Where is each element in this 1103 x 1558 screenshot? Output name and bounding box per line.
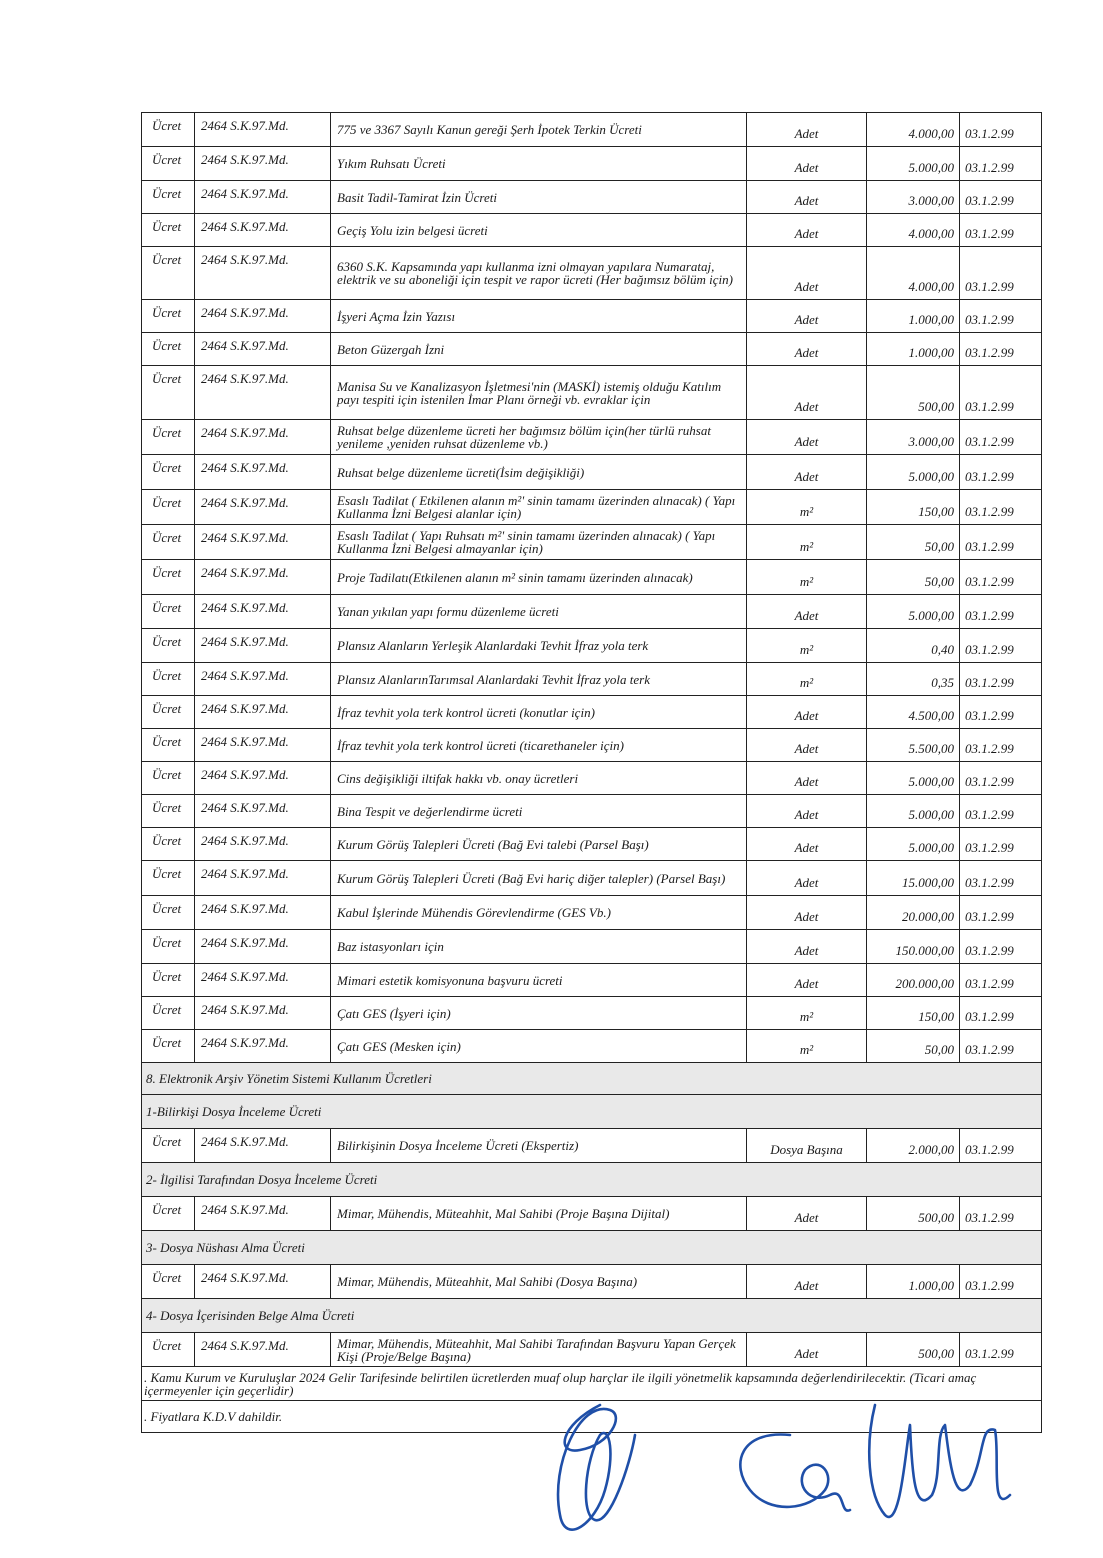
table-row — [142, 1129, 1042, 1163]
budget-code: 03.1.2.99 — [960, 420, 1042, 455]
note-row — [142, 1367, 1042, 1401]
group-title: 3- Dosya Nüshası Alma Ücreti — [142, 1231, 1042, 1265]
fee-type: Ücret — [142, 729, 195, 762]
fee-description: Basit Tadil-Tamirat İzin Ücreti — [331, 181, 747, 214]
fee-amount: 5.000,00 — [867, 795, 960, 828]
fee-type: Ücret — [142, 490, 195, 525]
table-row — [142, 729, 1042, 762]
fee-description: Mimar, Mühendis, Müteahhit, Mal Sahibi Tarafından Başvuru Yapan Gerçek Kişi (Proje/Belge Başına) — [331, 1333, 747, 1367]
fee-type: Ücret — [142, 525, 195, 560]
fee-unit: Adet — [747, 1197, 867, 1231]
fee-type: Ücret — [142, 560, 195, 595]
group-header-row — [142, 1299, 1042, 1333]
fee-unit: Adet — [747, 333, 867, 366]
fee-unit: Adet — [747, 214, 867, 247]
table-row — [142, 1333, 1042, 1367]
fee-amount: 4.000,00 — [867, 214, 960, 247]
legal-basis: 2464 S.K.97.Md. — [195, 181, 331, 214]
budget-code: 03.1.2.99 — [960, 861, 1042, 896]
table-row — [142, 214, 1042, 247]
fee-amount: 200.000,00 — [867, 964, 960, 997]
fee-unit: m² — [747, 525, 867, 560]
fee-description: Esaslı Tadilat ( Etkilenen alanın m²' sinin tamamı üzerinden alınacak) ( Yapı Kullanma İzni Belgesi alanlar için) — [331, 490, 747, 525]
fee-description: Kurum Görüş Talepleri Ücreti (Bağ Evi hariç diğer talepler) (Parsel Başı) — [331, 861, 747, 896]
fee-amount: 500,00 — [867, 1333, 960, 1367]
fee-unit: Adet — [747, 147, 867, 181]
note-row — [142, 1401, 1042, 1433]
table-row — [142, 595, 1042, 629]
fee-unit: Adet — [747, 300, 867, 333]
section-header-row — [142, 1063, 1042, 1095]
fee-amount: 15.000,00 — [867, 861, 960, 896]
table-row — [142, 366, 1042, 420]
legal-basis: 2464 S.K.97.Md. — [195, 147, 331, 181]
note-text: . Kamu Kurum ve Kuruluşlar 2024 Gelir Tarifesinde belirtilen ücretlerden muaf olup harçlar ile ilgili yönetmelik kapsamında değerlendirilecektir. (Ticari amaç içermeyenler için geçerlidir) — [142, 1367, 1042, 1401]
fee-type: Ücret — [142, 795, 195, 828]
fee-type: Ücret — [142, 696, 195, 729]
fee-unit: m² — [747, 997, 867, 1030]
budget-code: 03.1.2.99 — [960, 964, 1042, 997]
fee-description: Ruhsat belge düzenleme ücreti(İsim değişikliği) — [331, 455, 747, 490]
legal-basis: 2464 S.K.97.Md. — [195, 629, 331, 663]
fee-description: Plansız AlanlarınTarımsal Alanlardaki Tevhit İfraz yola terk — [331, 663, 747, 696]
fee-amount: 4.000,00 — [867, 247, 960, 300]
legal-basis: 2464 S.K.97.Md. — [195, 525, 331, 560]
budget-code: 03.1.2.99 — [960, 1197, 1042, 1231]
fee-amount: 20.000,00 — [867, 896, 960, 930]
fee-unit: Adet — [747, 828, 867, 861]
fee-amount: 5.000,00 — [867, 762, 960, 795]
legal-basis: 2464 S.K.97.Md. — [195, 795, 331, 828]
table-row — [142, 1197, 1042, 1231]
fee-amount: 5.000,00 — [867, 147, 960, 181]
fee-description: İfraz tevhit yola terk kontrol ücreti (ticarethaneler için) — [331, 729, 747, 762]
fee-amount: 500,00 — [867, 366, 960, 420]
table-row — [142, 762, 1042, 795]
fee-type: Ücret — [142, 214, 195, 247]
fee-unit: Adet — [747, 964, 867, 997]
table-row — [142, 1265, 1042, 1299]
legal-basis: 2464 S.K.97.Md. — [195, 366, 331, 420]
fee-type: Ücret — [142, 455, 195, 490]
budget-code: 03.1.2.99 — [960, 247, 1042, 300]
budget-code: 03.1.2.99 — [960, 629, 1042, 663]
note-text: . Fiyatlara K.D.V dahildir. — [142, 1401, 1042, 1433]
fee-unit: Adet — [747, 366, 867, 420]
fee-amount: 1.000,00 — [867, 300, 960, 333]
fee-type: Ücret — [142, 964, 195, 997]
table-row — [142, 997, 1042, 1030]
fee-unit: Adet — [747, 729, 867, 762]
legal-basis: 2464 S.K.97.Md. — [195, 1129, 331, 1163]
fee-unit: Adet — [747, 696, 867, 729]
fee-type: Ücret — [142, 247, 195, 300]
fee-amount: 3.000,00 — [867, 181, 960, 214]
group-title: 2- İlgilisi Tarafından Dosya İnceleme Ücreti — [142, 1163, 1042, 1197]
table-row — [142, 147, 1042, 181]
table-row — [142, 795, 1042, 828]
section-title: 8. Elektronik Arşiv Yönetim Sistemi Kullanım Ücretleri — [142, 1063, 1042, 1095]
fee-amount: 1.000,00 — [867, 333, 960, 366]
budget-code: 03.1.2.99 — [960, 930, 1042, 964]
table-row — [142, 1030, 1042, 1063]
legal-basis: 2464 S.K.97.Md. — [195, 113, 331, 147]
fee-type: Ücret — [142, 1129, 195, 1163]
fee-description: Ruhsat belge düzenleme ücreti her bağımsız bölüm için(her türlü ruhsat yenileme ,yeniden ruhsat düzenleme vb.) — [331, 420, 747, 455]
budget-code: 03.1.2.99 — [960, 300, 1042, 333]
fee-description: Baz istasyonları için — [331, 930, 747, 964]
legal-basis: 2464 S.K.97.Md. — [195, 762, 331, 795]
legal-basis: 2464 S.K.97.Md. — [195, 1197, 331, 1231]
fee-amount: 50,00 — [867, 525, 960, 560]
budget-code: 03.1.2.99 — [960, 490, 1042, 525]
budget-code: 03.1.2.99 — [960, 181, 1042, 214]
fee-description: Esaslı Tadilat ( Yapı Ruhsatı m²' sinin tamamı üzerinden alınacak) ( Yapı Kullanma İzni Belgesi almayanlar için) — [331, 525, 747, 560]
fee-unit: m² — [747, 663, 867, 696]
legal-basis: 2464 S.K.97.Md. — [195, 1265, 331, 1299]
fee-unit: Adet — [747, 762, 867, 795]
table-row — [142, 696, 1042, 729]
legal-basis: 2464 S.K.97.Md. — [195, 896, 331, 930]
fee-type: Ücret — [142, 861, 195, 896]
table-row — [142, 490, 1042, 525]
fee-unit: m² — [747, 1030, 867, 1063]
budget-code: 03.1.2.99 — [960, 333, 1042, 366]
fee-amount: 4.000,00 — [867, 113, 960, 147]
fee-amount: 5.500,00 — [867, 729, 960, 762]
table-row — [142, 113, 1042, 147]
fee-unit: m² — [747, 490, 867, 525]
fee-type: Ücret — [142, 896, 195, 930]
fee-unit: Adet — [747, 861, 867, 896]
legal-basis: 2464 S.K.97.Md. — [195, 490, 331, 525]
fee-unit: Adet — [747, 113, 867, 147]
fee-unit: m² — [747, 560, 867, 595]
fee-type: Ücret — [142, 629, 195, 663]
table-row — [142, 663, 1042, 696]
budget-code: 03.1.2.99 — [960, 663, 1042, 696]
legal-basis: 2464 S.K.97.Md. — [195, 861, 331, 896]
table-row — [142, 560, 1042, 595]
fee-amount: 5.000,00 — [867, 595, 960, 629]
fee-unit: Adet — [747, 896, 867, 930]
legal-basis: 2464 S.K.97.Md. — [195, 214, 331, 247]
fee-description: İfraz tevhit yola terk kontrol ücreti (konutlar için) — [331, 696, 747, 729]
fee-unit: Adet — [747, 1333, 867, 1367]
fee-tariff-document — [141, 112, 1041, 1433]
legal-basis: 2464 S.K.97.Md. — [195, 828, 331, 861]
legal-basis: 2464 S.K.97.Md. — [195, 997, 331, 1030]
fee-unit: m² — [747, 629, 867, 663]
fee-type: Ücret — [142, 1197, 195, 1231]
legal-basis: 2464 S.K.97.Md. — [195, 455, 331, 490]
fee-description: Kabul İşlerinde Mühendis Görevlendirme (GES Vb.) — [331, 896, 747, 930]
fee-type: Ücret — [142, 930, 195, 964]
budget-code: 03.1.2.99 — [960, 595, 1042, 629]
legal-basis: 2464 S.K.97.Md. — [195, 964, 331, 997]
fee-type: Ücret — [142, 147, 195, 181]
table-row — [142, 300, 1042, 333]
table-row — [142, 629, 1042, 663]
table-row — [142, 420, 1042, 455]
legal-basis: 2464 S.K.97.Md. — [195, 1030, 331, 1063]
fee-description: Bina Tespit ve değerlendirme ücreti — [331, 795, 747, 828]
fee-type: Ücret — [142, 663, 195, 696]
fee-type: Ücret — [142, 595, 195, 629]
group-title: 4- Dosya İçerisinden Belge Alma Ücreti — [142, 1299, 1042, 1333]
fee-amount: 5.000,00 — [867, 828, 960, 861]
fee-description: Plansız Alanların Yerleşik Alanlardaki Tevhit İfraz yola terk — [331, 629, 747, 663]
group-title: 1-Bilirkişi Dosya İnceleme Ücreti — [142, 1095, 1042, 1129]
budget-code: 03.1.2.99 — [960, 1265, 1042, 1299]
archive-section — [142, 1063, 1042, 1433]
group-header-row — [142, 1163, 1042, 1197]
budget-code: 03.1.2.99 — [960, 560, 1042, 595]
fee-description: Mimari estetik komisyonuna başvuru ücreti — [331, 964, 747, 997]
budget-code: 03.1.2.99 — [960, 696, 1042, 729]
table-row — [142, 930, 1042, 964]
legal-basis: 2464 S.K.97.Md. — [195, 930, 331, 964]
fee-type: Ücret — [142, 181, 195, 214]
budget-code: 03.1.2.99 — [960, 828, 1042, 861]
budget-code: 03.1.2.99 — [960, 795, 1042, 828]
legal-basis: 2464 S.K.97.Md. — [195, 420, 331, 455]
fee-amount: 5.000,00 — [867, 455, 960, 490]
fee-type: Ücret — [142, 1265, 195, 1299]
budget-code: 03.1.2.99 — [960, 147, 1042, 181]
legal-basis: 2464 S.K.97.Md. — [195, 333, 331, 366]
fee-type: Ücret — [142, 762, 195, 795]
fee-amount: 1.000,00 — [867, 1265, 960, 1299]
fee-table — [141, 112, 1042, 1433]
fee-description: Proje Tadilatı(Etkilenen alanın m² sinin tamamı üzerinden alınacak) — [331, 560, 747, 595]
budget-code: 03.1.2.99 — [960, 997, 1042, 1030]
fee-type: Ücret — [142, 333, 195, 366]
fee-unit: Dosya Başına — [747, 1129, 867, 1163]
fee-unit: Adet — [747, 420, 867, 455]
fee-description: Beton Güzergah İzni — [331, 333, 747, 366]
table-row — [142, 525, 1042, 560]
fee-unit: Adet — [747, 455, 867, 490]
fee-description: Mimar, Mühendis, Müteahhit, Mal Sahibi (Proje Başına Dijital) — [331, 1197, 747, 1231]
fee-type: Ücret — [142, 366, 195, 420]
fee-unit: Adet — [747, 795, 867, 828]
table-row — [142, 861, 1042, 896]
legal-basis: 2464 S.K.97.Md. — [195, 595, 331, 629]
fee-amount: 4.500,00 — [867, 696, 960, 729]
fee-unit: Adet — [747, 1265, 867, 1299]
fee-amount: 50,00 — [867, 1030, 960, 1063]
fee-amount: 0,35 — [867, 663, 960, 696]
legal-basis: 2464 S.K.97.Md. — [195, 729, 331, 762]
fee-description: 6360 S.K. Kapsamında yapı kullanma izni olmayan yapılara Numarataj, elektrik ve su aboneliği için tespit ve rapor ücreti (Her bağımsız bölüm için) — [331, 247, 747, 300]
fee-unit: Adet — [747, 930, 867, 964]
fee-description: Manisa Su ve Kanalizasyon İşletmesi'nin (MASKİ) istemiş olduğu Katılım payı tespiti için istenilen İmar Planı örneği vb. evraklar için — [331, 366, 747, 420]
budget-code: 03.1.2.99 — [960, 366, 1042, 420]
legal-basis: 2464 S.K.97.Md. — [195, 663, 331, 696]
legal-basis: 2464 S.K.97.Md. — [195, 247, 331, 300]
fee-amount: 2.000,00 — [867, 1129, 960, 1163]
table-row — [142, 455, 1042, 490]
table-row — [142, 964, 1042, 997]
table-row — [142, 333, 1042, 366]
budget-code: 03.1.2.99 — [960, 525, 1042, 560]
fee-unit: Adet — [747, 595, 867, 629]
fee-type: Ücret — [142, 113, 195, 147]
fee-description: Cins değişikliği iltifak hakkı vb. onay ücretleri — [331, 762, 747, 795]
fee-type: Ücret — [142, 300, 195, 333]
legal-basis: 2464 S.K.97.Md. — [195, 300, 331, 333]
fee-amount: 150.000,00 — [867, 930, 960, 964]
fee-description: 775 ve 3367 Sayılı Kanun gereği Şerh İpotek Terkin Ücreti — [331, 113, 747, 147]
fee-description: Kurum Görüş Talepleri Ücreti (Bağ Evi talebi (Parsel Başı) — [331, 828, 747, 861]
fee-amount: 50,00 — [867, 560, 960, 595]
budget-code: 03.1.2.99 — [960, 729, 1042, 762]
budget-code: 03.1.2.99 — [960, 896, 1042, 930]
fee-type: Ücret — [142, 997, 195, 1030]
table-row — [142, 247, 1042, 300]
fee-type: Ücret — [142, 1030, 195, 1063]
fee-description: Çatı GES (İşyeri için) — [331, 997, 747, 1030]
budget-code: 03.1.2.99 — [960, 1030, 1042, 1063]
legal-basis: 2464 S.K.97.Md. — [195, 1333, 331, 1367]
fee-description: Mimar, Mühendis, Müteahhit, Mal Sahibi (Dosya Başına) — [331, 1265, 747, 1299]
legal-basis: 2464 S.K.97.Md. — [195, 560, 331, 595]
group-header-row — [142, 1231, 1042, 1265]
fee-type: Ücret — [142, 828, 195, 861]
fee-amount: 3.000,00 — [867, 420, 960, 455]
budget-code: 03.1.2.99 — [960, 214, 1042, 247]
fee-amount: 150,00 — [867, 490, 960, 525]
legal-basis: 2464 S.K.97.Md. — [195, 696, 331, 729]
fee-amount: 0,40 — [867, 629, 960, 663]
fee-table-body — [142, 113, 1042, 1063]
fee-type: Ücret — [142, 1333, 195, 1367]
signature-2 — [740, 1435, 850, 1511]
fee-description: İşyeri Açma İzin Yazısı — [331, 300, 747, 333]
fee-amount: 500,00 — [867, 1197, 960, 1231]
fee-amount: 150,00 — [867, 997, 960, 1030]
fee-description: Bilirkişinin Dosya İnceleme Ücreti (Ekspertiz) — [331, 1129, 747, 1163]
budget-code: 03.1.2.99 — [960, 762, 1042, 795]
budget-code: 03.1.2.99 — [960, 455, 1042, 490]
fee-unit: Adet — [747, 247, 867, 300]
table-row — [142, 828, 1042, 861]
table-row — [142, 896, 1042, 930]
fee-type: Ücret — [142, 420, 195, 455]
group-header-row — [142, 1095, 1042, 1129]
fee-description: Çatı GES (Mesken için) — [331, 1030, 747, 1063]
fee-unit: Adet — [747, 181, 867, 214]
budget-code: 03.1.2.99 — [960, 113, 1042, 147]
fee-description: Geçiş Yolu izin belgesi ücreti — [331, 214, 747, 247]
fee-description: Yanan yıkılan yapı formu düzenleme ücreti — [331, 595, 747, 629]
budget-code: 03.1.2.99 — [960, 1333, 1042, 1367]
budget-code: 03.1.2.99 — [960, 1129, 1042, 1163]
fee-description: Yıkım Ruhsatı Ücreti — [331, 147, 747, 181]
table-row — [142, 181, 1042, 214]
